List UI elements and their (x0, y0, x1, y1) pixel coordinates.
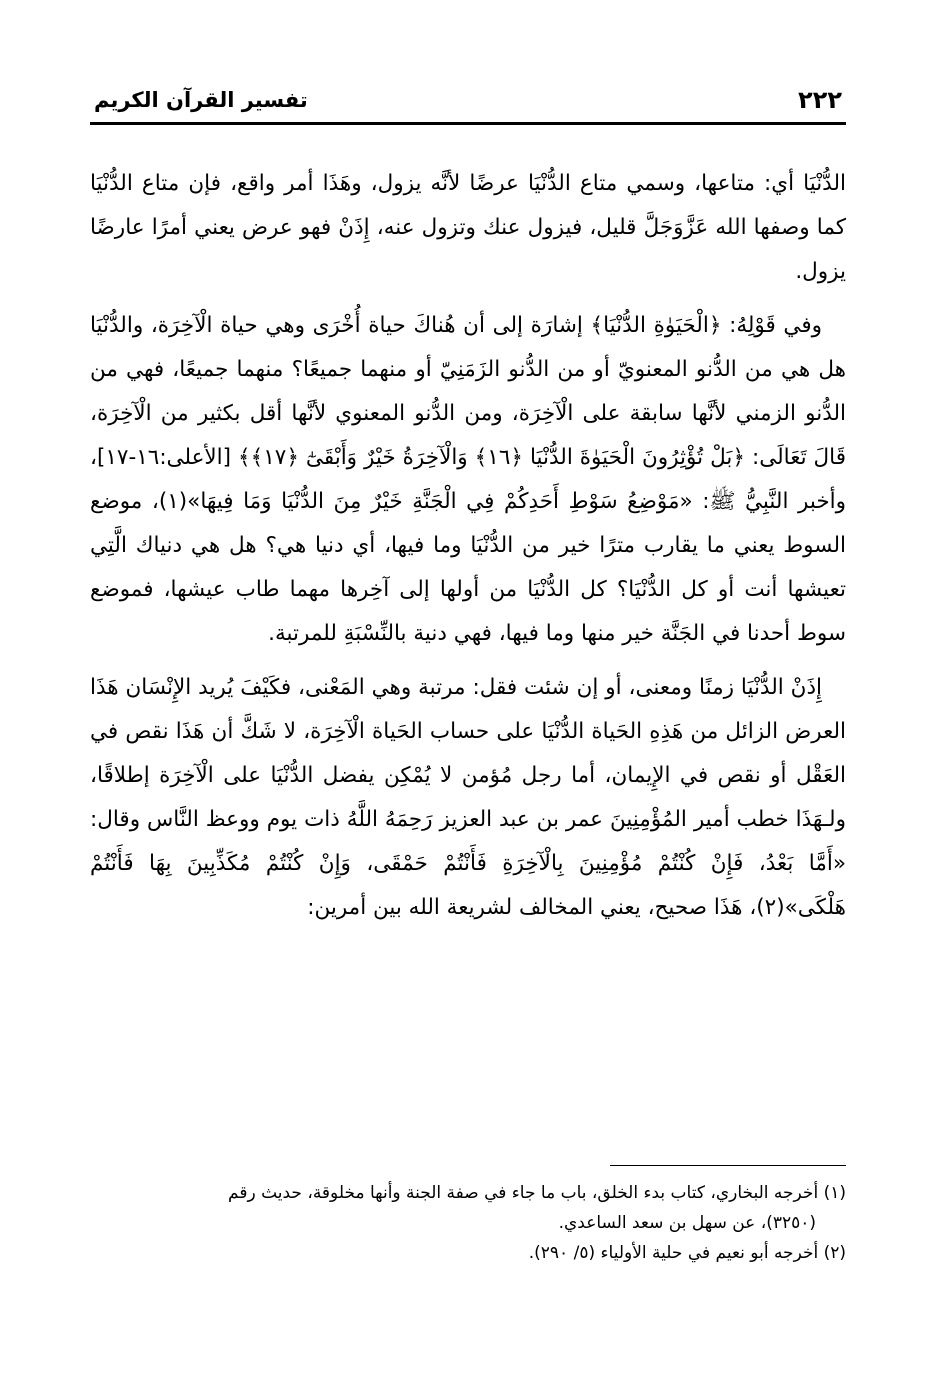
footnotes (90, 1178, 846, 1268)
page-number: ٢٢٢ (798, 86, 842, 114)
paragraph-1: الدُّنْيَا أي: متاعها، وسمي متاع الدُّنْيَا عرضًا لأنَّه يزول، وهَذَا أمر واقع، فإن متاع الدُّنْيَا كما وصفها الله عَزَّوَجَلَّ قليل، فيزول عنك وتزول عنه، إِذَنْ فهو عرض يعني أمرًا عارضًا يزول. (90, 171, 846, 284)
footnote-1-line-1: (١) أخرجه البخاري، كتاب بدء الخلق، باب ما جاء في صفة الجنة وأنها مخلوقة، حديث رقم (228, 1183, 846, 1203)
footnote-1-continuation (90, 1208, 846, 1238)
paragraph-3: إِذَنْ الدُّنْيَا زمنًا ومعنى، أو إن شئت فقل: مرتبة وهي المَعْنى، فكَيْفَ يُريد الإِنْسَان هَذَا العرض الزائل من هَذِهِ الحَياة الدُّنْيَا على حساب الحَياة الْآخِرَة، لا شَكَّ أن هَذَا نقص في العَقْل أو نقص في الإِيمان، أما رجل مُؤمن لا يُمْكِن يفضل الدُّنْيَا على الْآخِرَة إطلاقًا، ولـهَذَا خطب أمير المُؤْمِنِينَ عمر بن عبد العزيز رَحِمَهُ اللَّهُ ذات يوم ووعظ النَّاس وقال: «أَمَّا بَعْدُ، فَإِنْ كُنْتُمْ مُؤْمِنِينَ بِالْآخِرَةِ فَأَنْتُمْ حَمْقَى، وَإِنْ كُنْتُمْ مُكَذِّبِينَ بِهَا فَأَنْتُمْ هَلْكَى»(٢)، هَذَا صحيح، يعني المخالف لشريعة الله بين أمرين: (90, 675, 846, 920)
running-title: تفسير القرآن الكريم (94, 88, 308, 112)
paragraph-2: وفي قَوْلِهُ: ﴿الْحَيَوٰةِ الدُّنْيَا﴾ إشارَة إلى أن هُناكَ حياة أُخْرَى وهي حياة الْآخِرَة، والدُّنْيَا هل هي من الدُّنو المعنويّ أو من الدُّنو الزَمَنِيّ أو منهما جميعًا؟ منهما جميعًا، فهي من الدُّنو الزمني لأنَّها سابقة على الْآخِرَة، ومن الدُّنو المعنوي لأنَّها أقل بكثير من الْآخِرَة، قَالَ تَعَالَى: ﴿بَلْ تُؤْثِرُونَ الْحَيَوٰةَ الدُّنْيَا ﴿١٦﴾ وَالْآخِرَةُ خَيْرٌ وَأَبْقَىٰٓ ﴿١٧﴾﴾ [الأعلى:١٦-١٧]، وأخبر النَّبِيُّ ﷺ: «مَوْضِعُ سَوْطِ أَحَدِكُمْ فِي الْجَنَّةِ خَيْرٌ مِنَ الدُّنْيَا وَمَا فِيهَا»(١)، موضع السوط يعني ما يقارب مترًا خير من الدُّنْيَا وما فيها، أي دنيا هي؟ هل هي دنياك الَّتِي تعيشها أنت أو كل الدُّنْيَا؟ كل الدُّنْيَا من أولها إلى آخِرها مهما طاب عيشها، فموضع سوط أحدنا في الجَنَّة خير منها وما فيها، فهي دنية بالنِّسْبَةِ للمرتبة. (90, 313, 847, 646)
footnote-1 (90, 1178, 846, 1208)
footnote-1-line-2: (٣٢٥٠)، عن سهل بن سعد الساعدي. (558, 1213, 816, 1233)
header-rule (90, 122, 846, 125)
footnote-2: (٢) أخرجه أبو نعيم في حلية الأولياء (٥/ ٢٩٠). (528, 1243, 846, 1263)
page-header (92, 86, 844, 120)
footnote-rule (610, 1165, 846, 1166)
main-text (90, 162, 846, 930)
